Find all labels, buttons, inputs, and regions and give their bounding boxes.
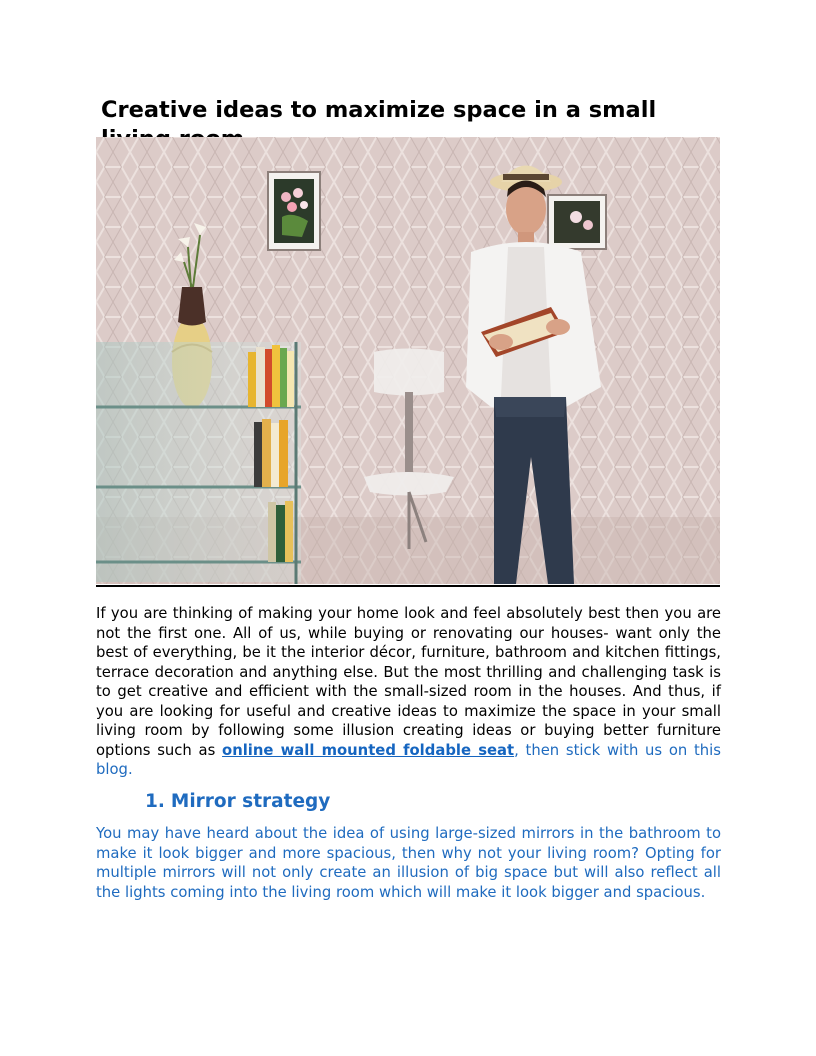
section-number: 1. [145, 791, 165, 812]
mirror-paragraph: You may have heard about the idea of using large-sized mirrors in the bathroom to make it look bigger and more spacious, then why not your living room? Opting for multiple mirrors will not only create an illusion of big space but will also reflect all the lights coming into the living room which will make it look bigger and spacious. [96, 825, 721, 901]
hero-photo [96, 137, 720, 584]
section-heading-text: Mirror strategy [170, 791, 331, 812]
intro-paragraph [96, 604, 721, 780]
image-divider [96, 585, 720, 587]
product-link[interactable]: online wall mounted foldable seat [222, 741, 515, 759]
intro-text: If you are thinking of making your home look and feel absolutely best then you are not the first one. All of us, while buying or renovating our houses- want only the best of everything, be it the interior décor, furniture, bathroom and kitchen fittings, terrace decoration and anything else. But the most thrilling and challenging task is to get creative and efficient with the small-sized room in the houses. And thus, if you are looking for useful and creative ideas to maximize the space in your small living room by following some illusion creating ideas or buying better furniture options such as [96, 605, 721, 759]
intro-tail: , then stick with us on this blog. [96, 741, 721, 778]
article-title: Creative ideas to maximize space in a small [101, 97, 657, 123]
section-heading-mirror [145, 790, 330, 814]
